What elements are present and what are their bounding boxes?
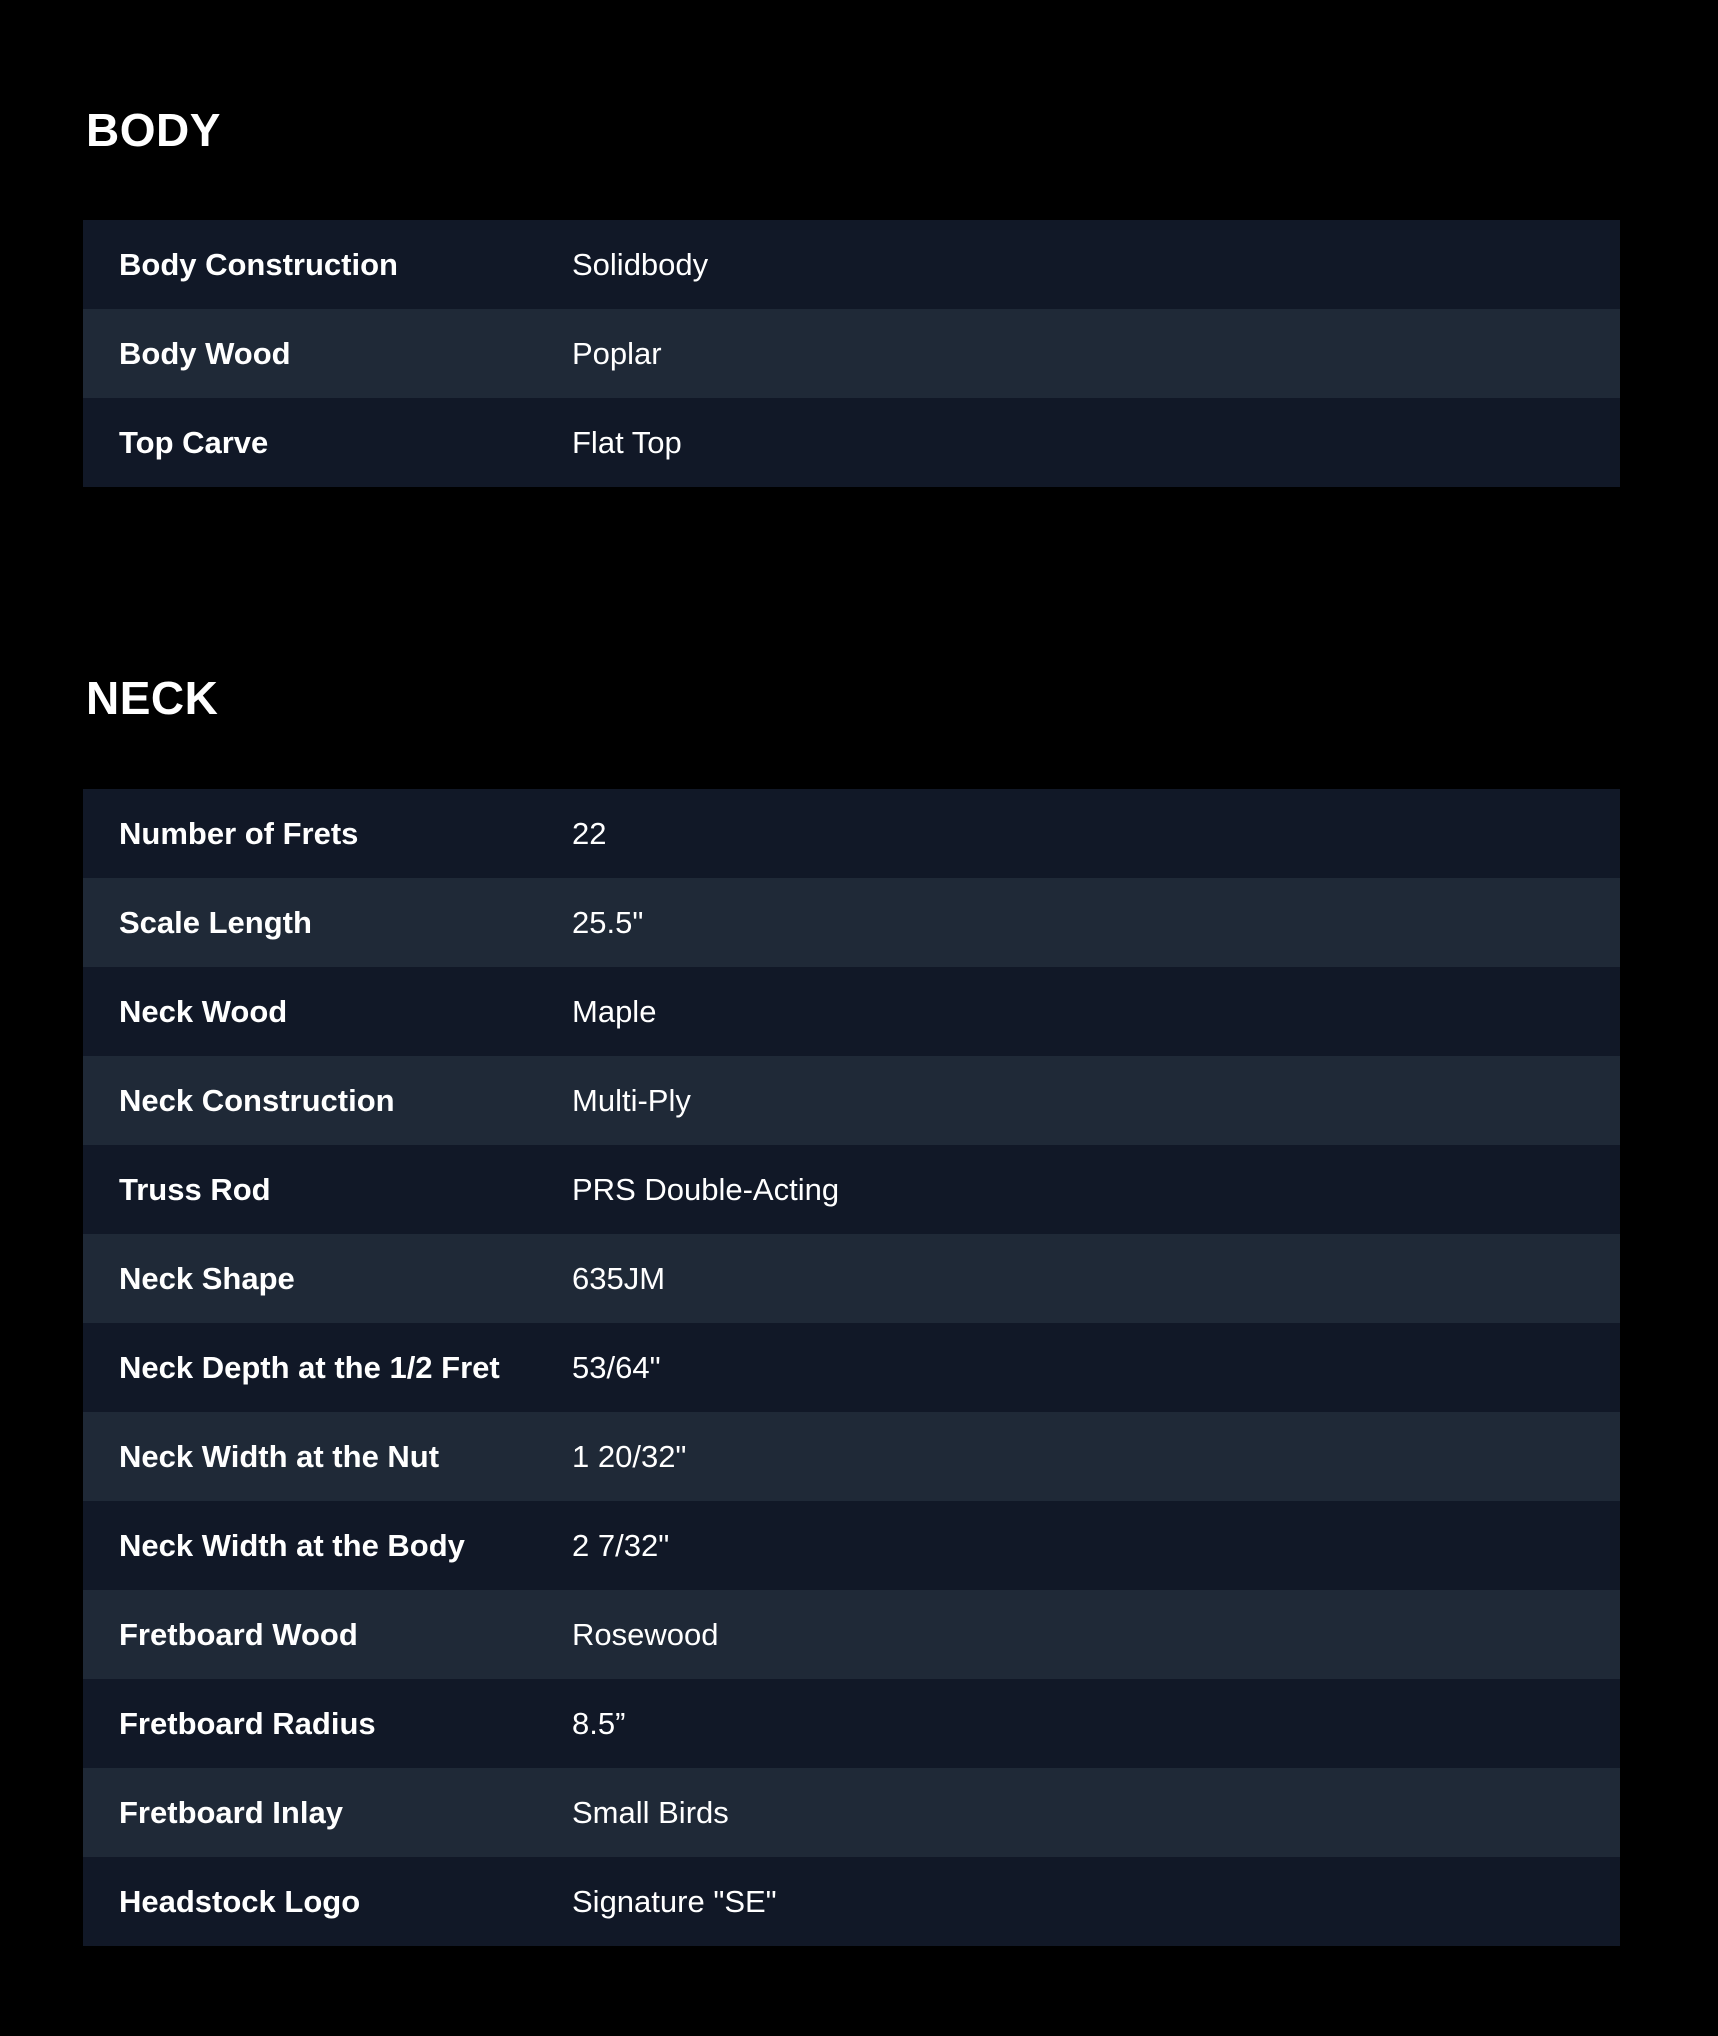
spec-value: Flat Top [572,424,682,460]
spec-row-top-carve [83,398,1620,487]
section-title-neck: NECK [86,672,219,724]
spec-label: Neck Shape [119,1260,295,1296]
spec-value: Small Birds [572,1794,729,1830]
spec-value: 635JM [572,1260,666,1296]
spec-value: Signature "SE" [572,1883,777,1919]
spec-value: 1 20/32" [572,1438,687,1474]
spec-row-fretboard-radius [83,1679,1620,1768]
spec-label: Neck Construction [119,1082,395,1118]
spec-label: Neck Width at the Body [119,1527,465,1563]
spec-value: 22 [572,815,607,851]
spec-value: PRS Double-Acting [572,1171,840,1207]
spec-row-headstock-logo [83,1857,1620,1946]
spec-row-scale-length [83,878,1620,967]
spec-value: 8.5” [572,1705,626,1741]
spec-row-fretboard-wood [83,1590,1620,1679]
spec-label: Body Construction [119,246,398,282]
spec-value: 53/64" [572,1349,661,1385]
spec-value: Solidbody [572,246,709,282]
spec-label: Neck Depth at the 1/2 Fret [119,1349,500,1385]
spec-row-neck-width-body [83,1501,1620,1590]
spec-label: Fretboard Wood [119,1616,358,1652]
spec-value: Multi-Ply [572,1082,691,1118]
spec-row-number-of-frets [83,789,1620,878]
spec-row-body-wood [83,309,1620,398]
spec-label: Neck Width at the Nut [119,1438,440,1474]
spec-value: Rosewood [572,1616,719,1652]
spec-label: Neck Wood [119,993,288,1029]
spec-row-truss-rod [83,1145,1620,1234]
spec-row-neck-depth [83,1323,1620,1412]
spec-value: Poplar [572,335,662,371]
section-title-body: BODY [86,104,221,156]
spec-label: Scale Length [119,904,312,940]
spec-value: Maple [572,993,657,1029]
body-spec-table [83,220,1620,487]
spec-label: Truss Rod [119,1171,271,1207]
neck-spec-table [83,789,1620,1946]
spec-label: Fretboard Radius [119,1705,376,1741]
spec-row-neck-shape [83,1234,1620,1323]
spec-value: 25.5" [572,904,644,940]
spec-label: Top Carve [119,424,269,460]
spec-row-fretboard-inlay [83,1768,1620,1857]
spec-row-neck-width-nut [83,1412,1620,1501]
spec-label: Headstock Logo [119,1883,361,1919]
spec-value: 2 7/32" [572,1527,670,1563]
spec-row-neck-construction [83,1056,1620,1145]
spec-label: Body Wood [119,335,291,371]
spec-row-neck-wood [83,967,1620,1056]
spec-label: Number of Frets [119,815,359,851]
spec-row-body-construction [83,220,1620,309]
spec-label: Fretboard Inlay [119,1794,343,1830]
